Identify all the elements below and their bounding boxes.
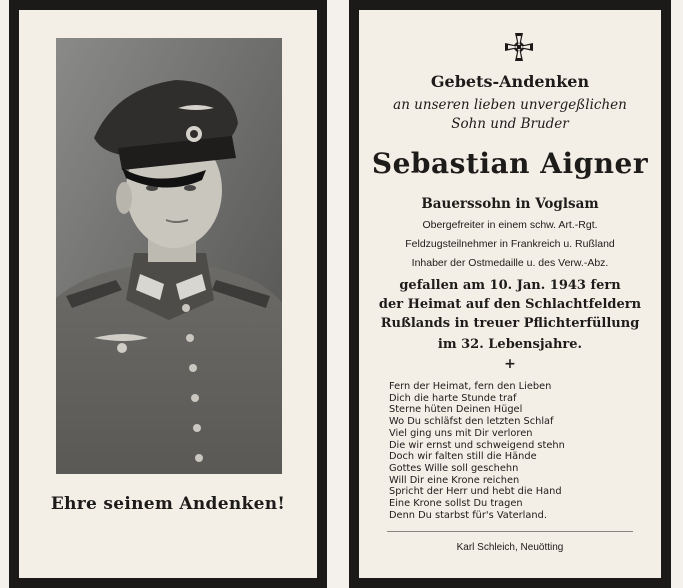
poem-line: Spricht der Herr und hebt die Hand xyxy=(389,486,562,498)
death-line: im 32. Lebensjahre. xyxy=(437,337,583,352)
origin-line: Bauerssohn in Voglsam xyxy=(421,196,599,212)
memorial-poem xyxy=(389,381,565,521)
poem-line: Will Dir eine Krone reichen xyxy=(389,474,520,486)
poem-line: Dich die harte Stunde traf xyxy=(389,392,517,404)
intro-line-2: Sohn und Bruder xyxy=(451,116,569,132)
poem-line: Viel ging uns mit Dir verloren xyxy=(389,427,533,439)
portrait-card xyxy=(9,0,327,588)
poem-line: Doch wir falten still die Hände xyxy=(389,451,537,463)
deceased-name: Sebastian Aigner xyxy=(371,147,649,180)
death-line: Rußlands in treuer Pflichterfüllung xyxy=(380,316,640,331)
death-line: gefallen am 10. Jan. 1943 fern xyxy=(399,278,621,293)
death-line: der Heimat auf den Schlachtfeldern xyxy=(378,297,642,312)
text-card xyxy=(349,0,671,588)
poem-line: Fern der Heimat, fern den Lieben xyxy=(389,381,552,392)
portrait-card-paper xyxy=(19,10,317,578)
soldier-portrait-image xyxy=(56,38,282,474)
footer-divider xyxy=(387,531,633,532)
rank-line: Obergefreiter in einem schw. Art.-Rgt. xyxy=(422,219,598,231)
printer-credit: Karl Schleich, Neuötting xyxy=(456,542,564,553)
intro-line-1: an unseren lieben unvergeßlichen xyxy=(393,97,627,113)
small-cross-icon: + xyxy=(504,356,516,372)
poem-line: Sterne hüten Deinen Hügel xyxy=(389,404,523,416)
poem-line: Wo Du schläfst den letzten Schlaf xyxy=(389,416,554,428)
portrait-photo xyxy=(56,38,282,474)
poem-line: Gottes Wille soll geschehn xyxy=(389,462,519,474)
poem-line: Eine Krone sollst Du tragen xyxy=(389,498,523,510)
rank-line: Inhaber der Ostmedaille u. des Verw.-Abz. xyxy=(411,257,609,269)
text-card-paper xyxy=(359,10,661,578)
iron-cross-icon xyxy=(503,31,535,63)
memorial-motto: Ehre seinem Andenken! xyxy=(50,494,286,514)
rank-line: Feldzugsteilnehmer in Frankreich u. Rußland xyxy=(405,238,615,250)
card-heading: Gebets-Andenken xyxy=(430,72,590,91)
poem-line: Die wir ernst und schweigend stehn xyxy=(389,439,565,451)
poem-line: Denn Du starbst für's Vaterland. xyxy=(389,509,547,521)
